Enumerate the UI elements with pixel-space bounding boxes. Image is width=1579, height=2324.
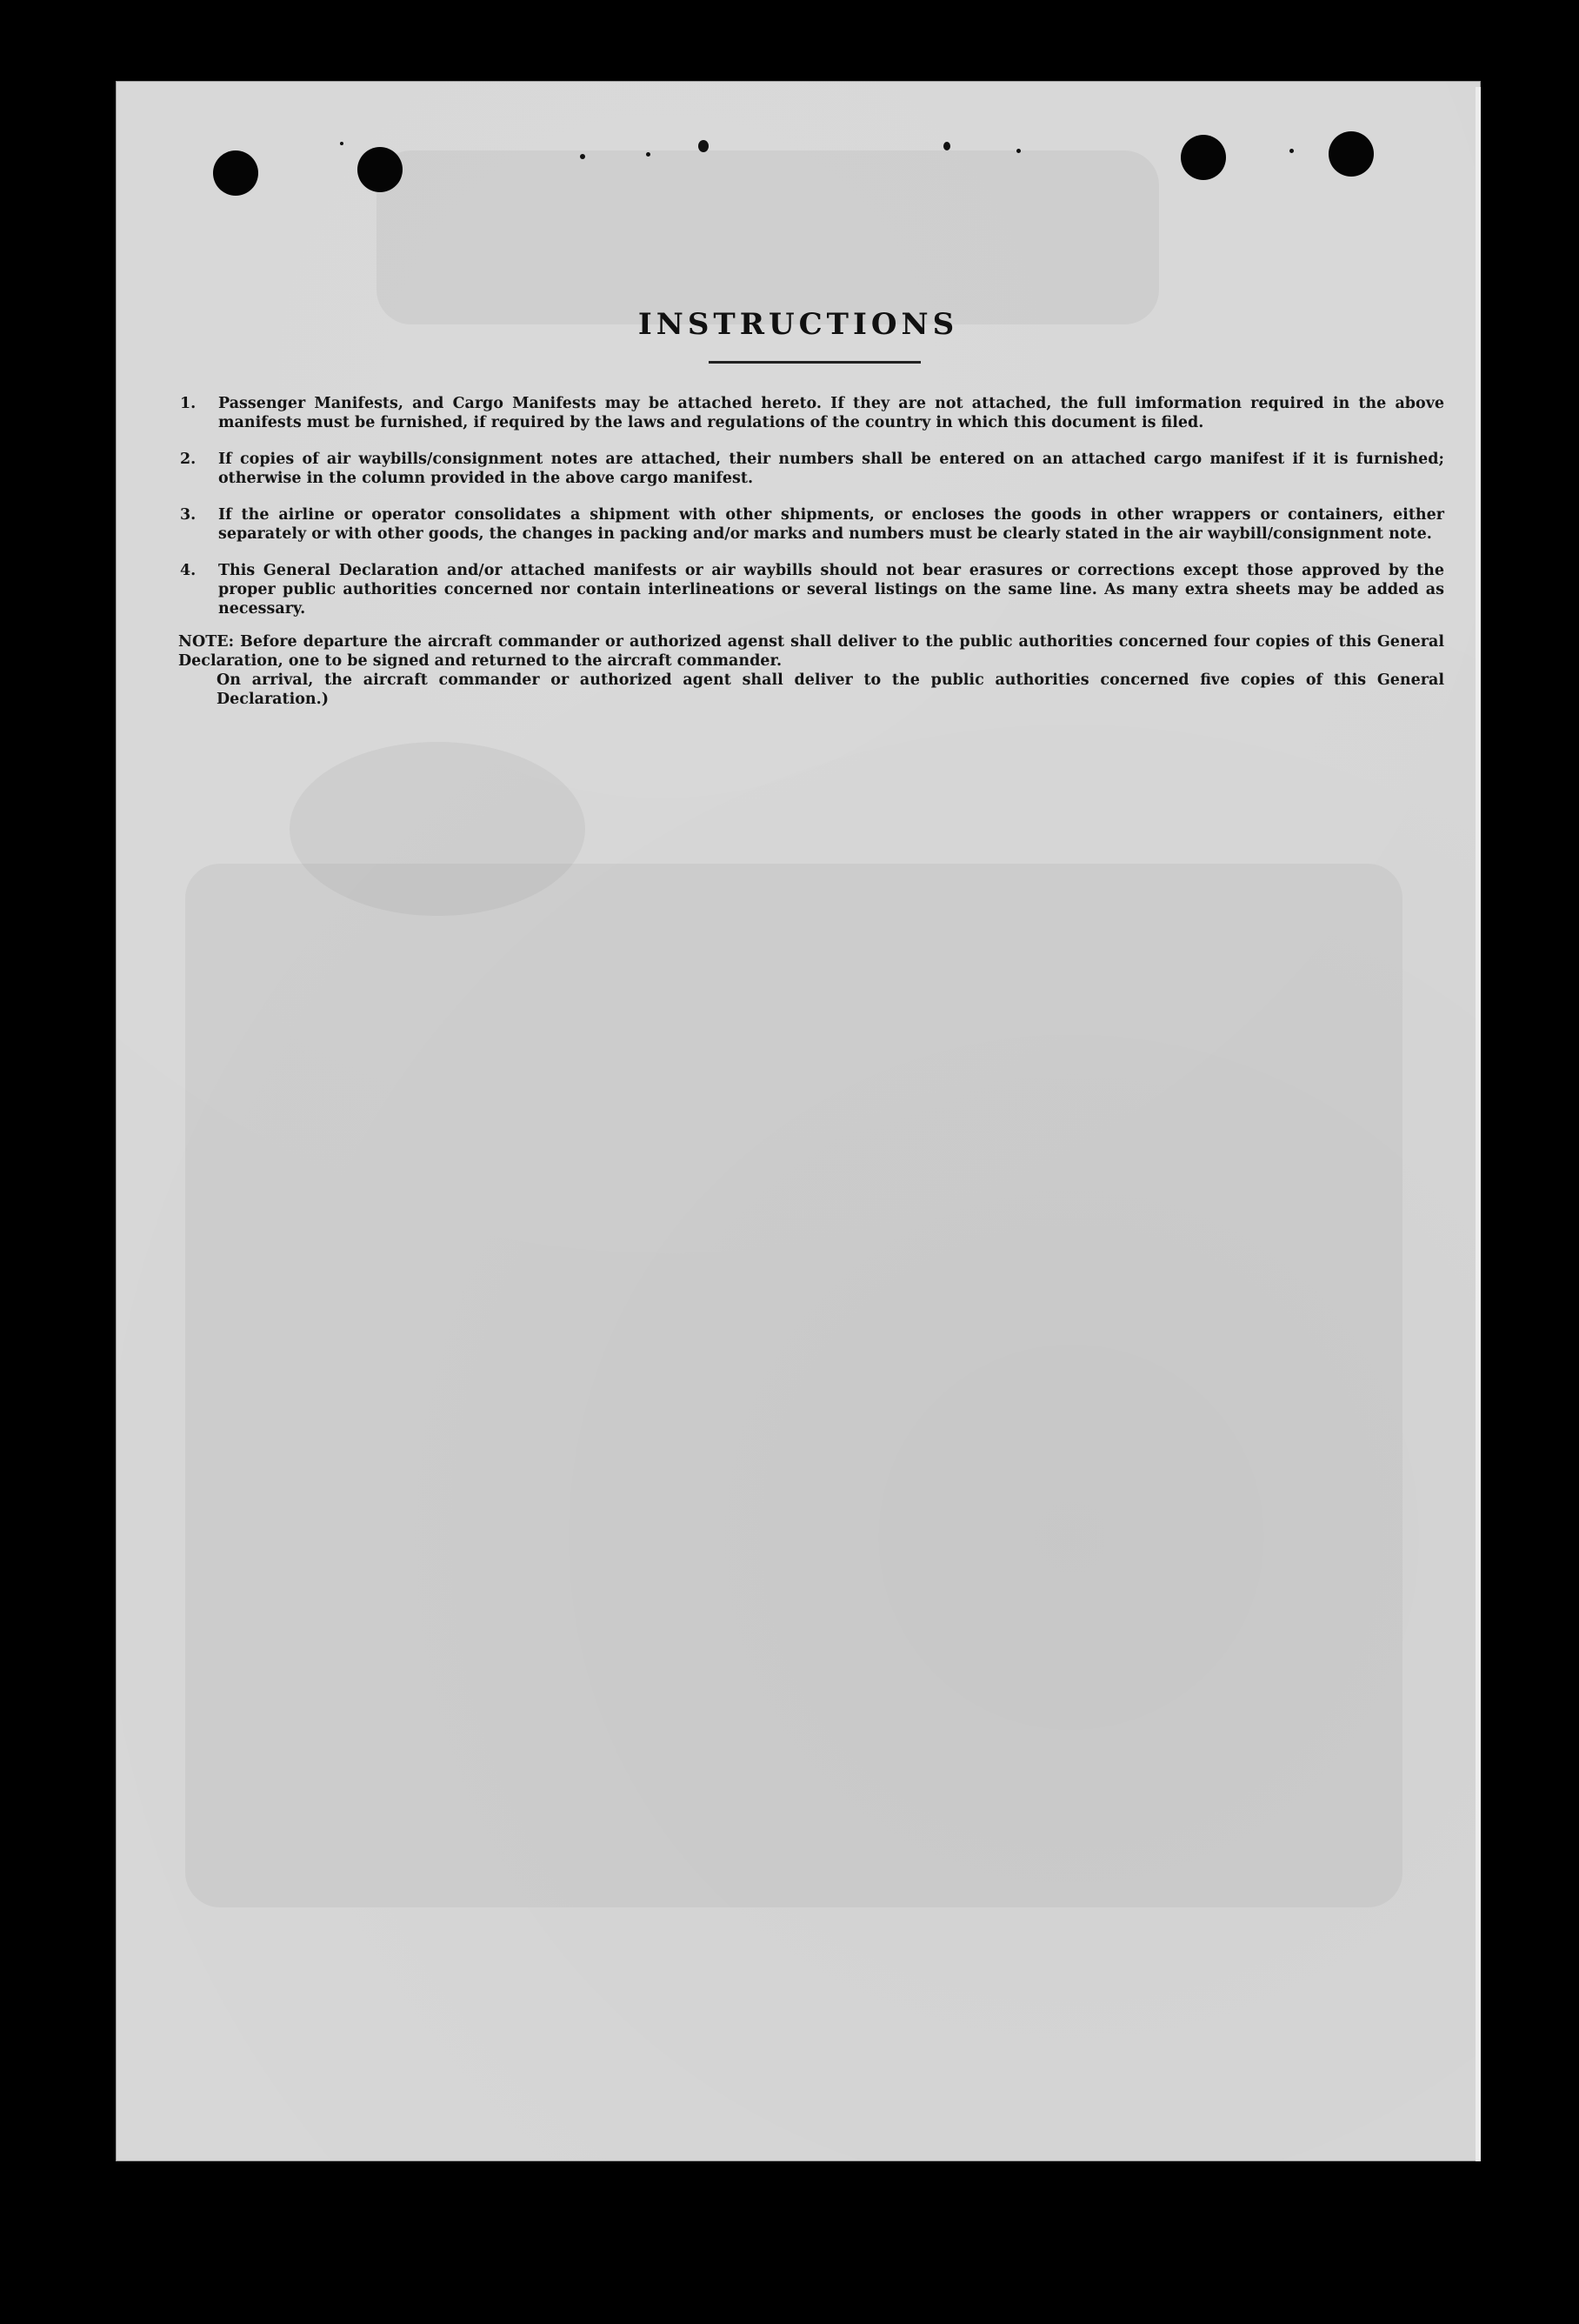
speck [1016,149,1021,153]
speck [943,142,950,150]
speck [340,142,343,145]
instruction-item [178,394,1444,432]
instruction-item [178,505,1444,544]
instruction-text: Passenger Manifests, and Cargo Manifests may be attached hereto. If they are not attached, the full imformation required in the above manifests must be furnished, if required by the laws and regulations of the country in which this document is filed. [218,395,1444,431]
bleed-through-area [290,742,585,916]
page-title: INSTRUCTIONS [637,307,959,342]
note-first-paragraph [178,632,1444,671]
punch-hole [1181,135,1226,180]
punch-hole [1329,131,1374,177]
instruction-number: 1. [180,395,197,412]
note-block [178,632,1444,709]
instruction-number: 3. [180,506,197,524]
instruction-text: This General Declaration and/or attached manifests or air waybills should not bear erasures or corrections except those approved by the proper public authorities concerned nor contain interlineations or several listings on the same line. As many extra sheets may be added as necessary. [218,562,1444,618]
instruction-item [178,450,1444,488]
instruction-number: 4. [180,562,197,579]
document-sheet [116,81,1481,2161]
note-first-text: Before departure the aircraft commander or authorized agenst shall deliver to the public authorities concerned four copies of this General Declaration, one to be signed and returned to the aircraft commander. [178,633,1445,670]
speck [698,140,709,152]
bleed-through-area [185,864,1402,1907]
note-second-text: On arrival, the aircraft commander or authorized agent shall deliver to the public authorities concerned five copies of this General Declaration.) [217,671,1444,708]
instruction-text: If copies of air waybills/consignment notes are attached, their numbers shall be entered on an attached cargo manifest if it is furnished; otherwise in the column provided in the above cargo manifest. [218,451,1444,487]
punch-hole [213,150,258,196]
instructions-list [178,394,1444,709]
speck [1289,149,1294,153]
speck [580,154,585,159]
note-label: NOTE: [178,633,235,651]
instruction-text: If the airline or operator consolidates a shipment with other shipments, or encloses the goods in other wrappers or containers, either separately or with other goods, the changes in packing and/or marks and numbers must be clearly stated in the air waybill/consignment note. [218,506,1444,543]
title-underline [709,361,921,364]
sheet-edge [1476,87,1481,2161]
punch-hole [357,147,403,192]
instruction-item [178,561,1444,618]
speck [646,152,650,157]
bleed-through-area [376,150,1159,324]
instruction-number: 2. [180,451,197,468]
